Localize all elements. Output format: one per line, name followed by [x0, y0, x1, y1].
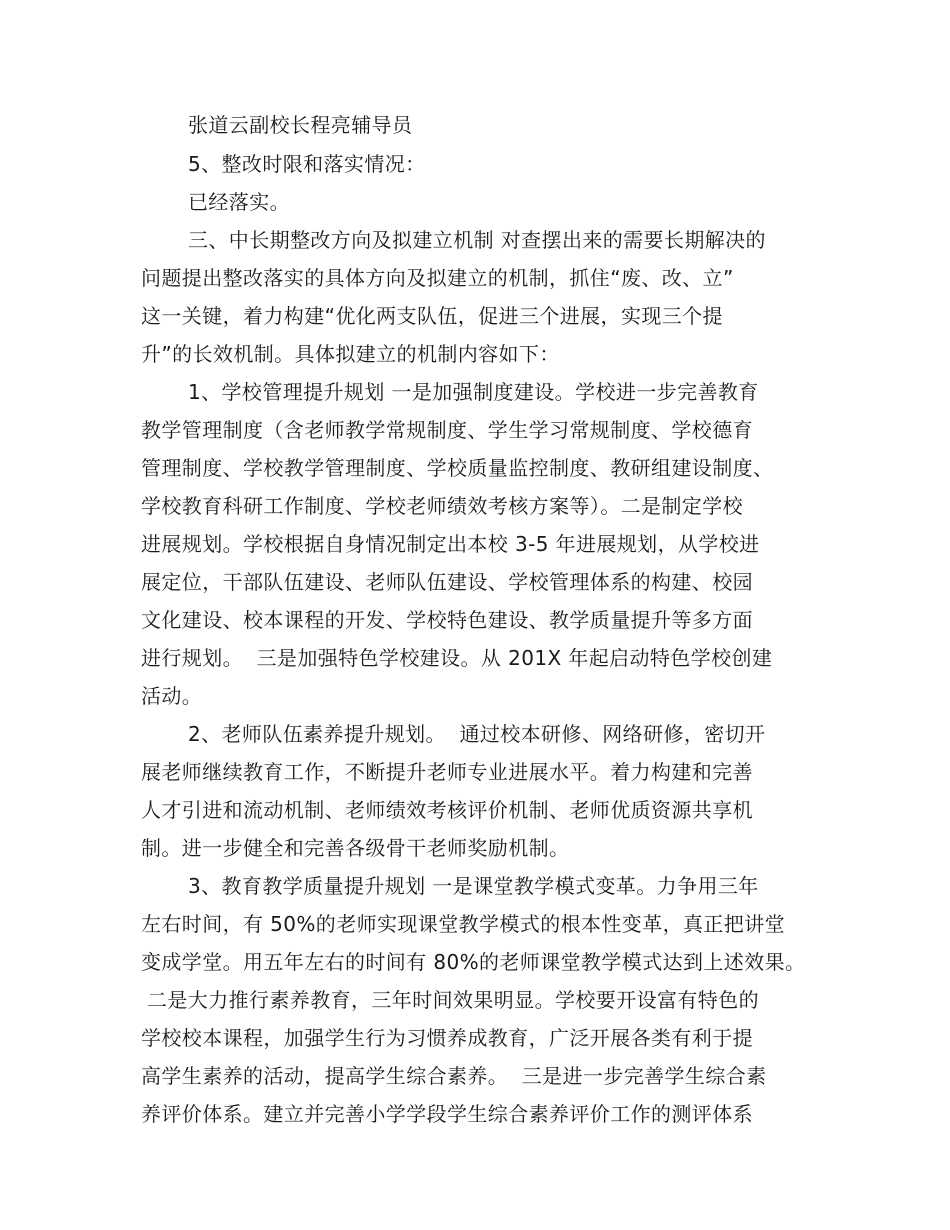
text-line: 升”的长效机制。具体拟建立的机制内容如下：: [141, 342, 560, 366]
text-line: 5、整改时限和落实情况：: [188, 152, 426, 176]
text-line: 变成学堂。用五年左右的时间有 80%的老师课堂教学模式达到上述效果。: [141, 950, 806, 974]
text-line: 学校教育科研工作制度、学校老师绩效考核方案等）。二是制定学校: [141, 494, 743, 518]
text-line: 已经落实。: [188, 190, 290, 214]
text-line: 问题提出整改落实的具体方向及拟建立的机制，抓住“废、改、立”: [141, 266, 734, 290]
text-line: 2、老师队伍素养提升规划。 通过校本研修、网络研修，密切开: [188, 722, 766, 746]
text-line: 左右时间，有 50%的老师实现课堂教学模式的根本性变革，真正把讲堂: [141, 912, 786, 936]
text-line: 三、中长期整改方向及拟建立机制 对查摆出来的需要长期解决的: [188, 228, 766, 252]
text-line: 活动。: [141, 684, 203, 708]
text-line: 文化建设、校本课程的开发、学校特色建设、教学质量提升等多方面: [141, 608, 753, 632]
text-line: 养评价体系。建立并完善小学学段学生综合素养评价工作的测评体系: [141, 1102, 753, 1126]
text-line: 高学生素养的活动，提高学生综合素养。 三是进一步完善学生综合素: [141, 1064, 767, 1088]
text-line: 人才引进和流动机制、老师绩效考核评价机制、老师优质资源共享机: [141, 798, 753, 822]
text-line: 学校校本课程，加强学生行为习惯养成教育，广泛开展各类有利于提: [141, 1026, 753, 1050]
text-line: 管理制度、学校教学管理制度、学校质量监控制度、教研组建设制度、: [141, 456, 774, 480]
text-line: 展定位，干部队伍建设、老师队伍建设、学校管理体系的构建、校园: [141, 570, 753, 594]
text-line: 张道云副校长程亮辅导员: [188, 113, 413, 137]
text-line: 3、教育教学质量提升规划 一是课堂教学模式变革。力争用三年: [188, 874, 759, 898]
text-line: 二是大力推行素养教育，三年时间效果明显。学校要开设富有特色的: [147, 988, 759, 1012]
text-line: 1、学校管理提升规划 一是加强制度建设。学校进一步完善教育: [188, 380, 759, 404]
text-line: 教学管理制度（含老师教学常规制度、学生学习常规制度、学校德育: [141, 418, 753, 442]
text-line: 进展规划。学校根据自身情况制定出本校 3-5 年进展规划，从学校进: [141, 532, 760, 556]
text-line: 展老师继续教育工作，不断提升老师专业进展水平。着力构建和完善: [141, 760, 753, 784]
text-line: 进行规划。 三是加强特色学校建设。从 201X 年起启动特色学校创建: [141, 646, 773, 670]
text-line: 制。进一步健全和完善各级骨干老师奖励机制。: [141, 836, 570, 860]
text-line: 这一关键，着力构建“优化两支队伍，促进三个进展，实现三个提: [141, 304, 723, 328]
